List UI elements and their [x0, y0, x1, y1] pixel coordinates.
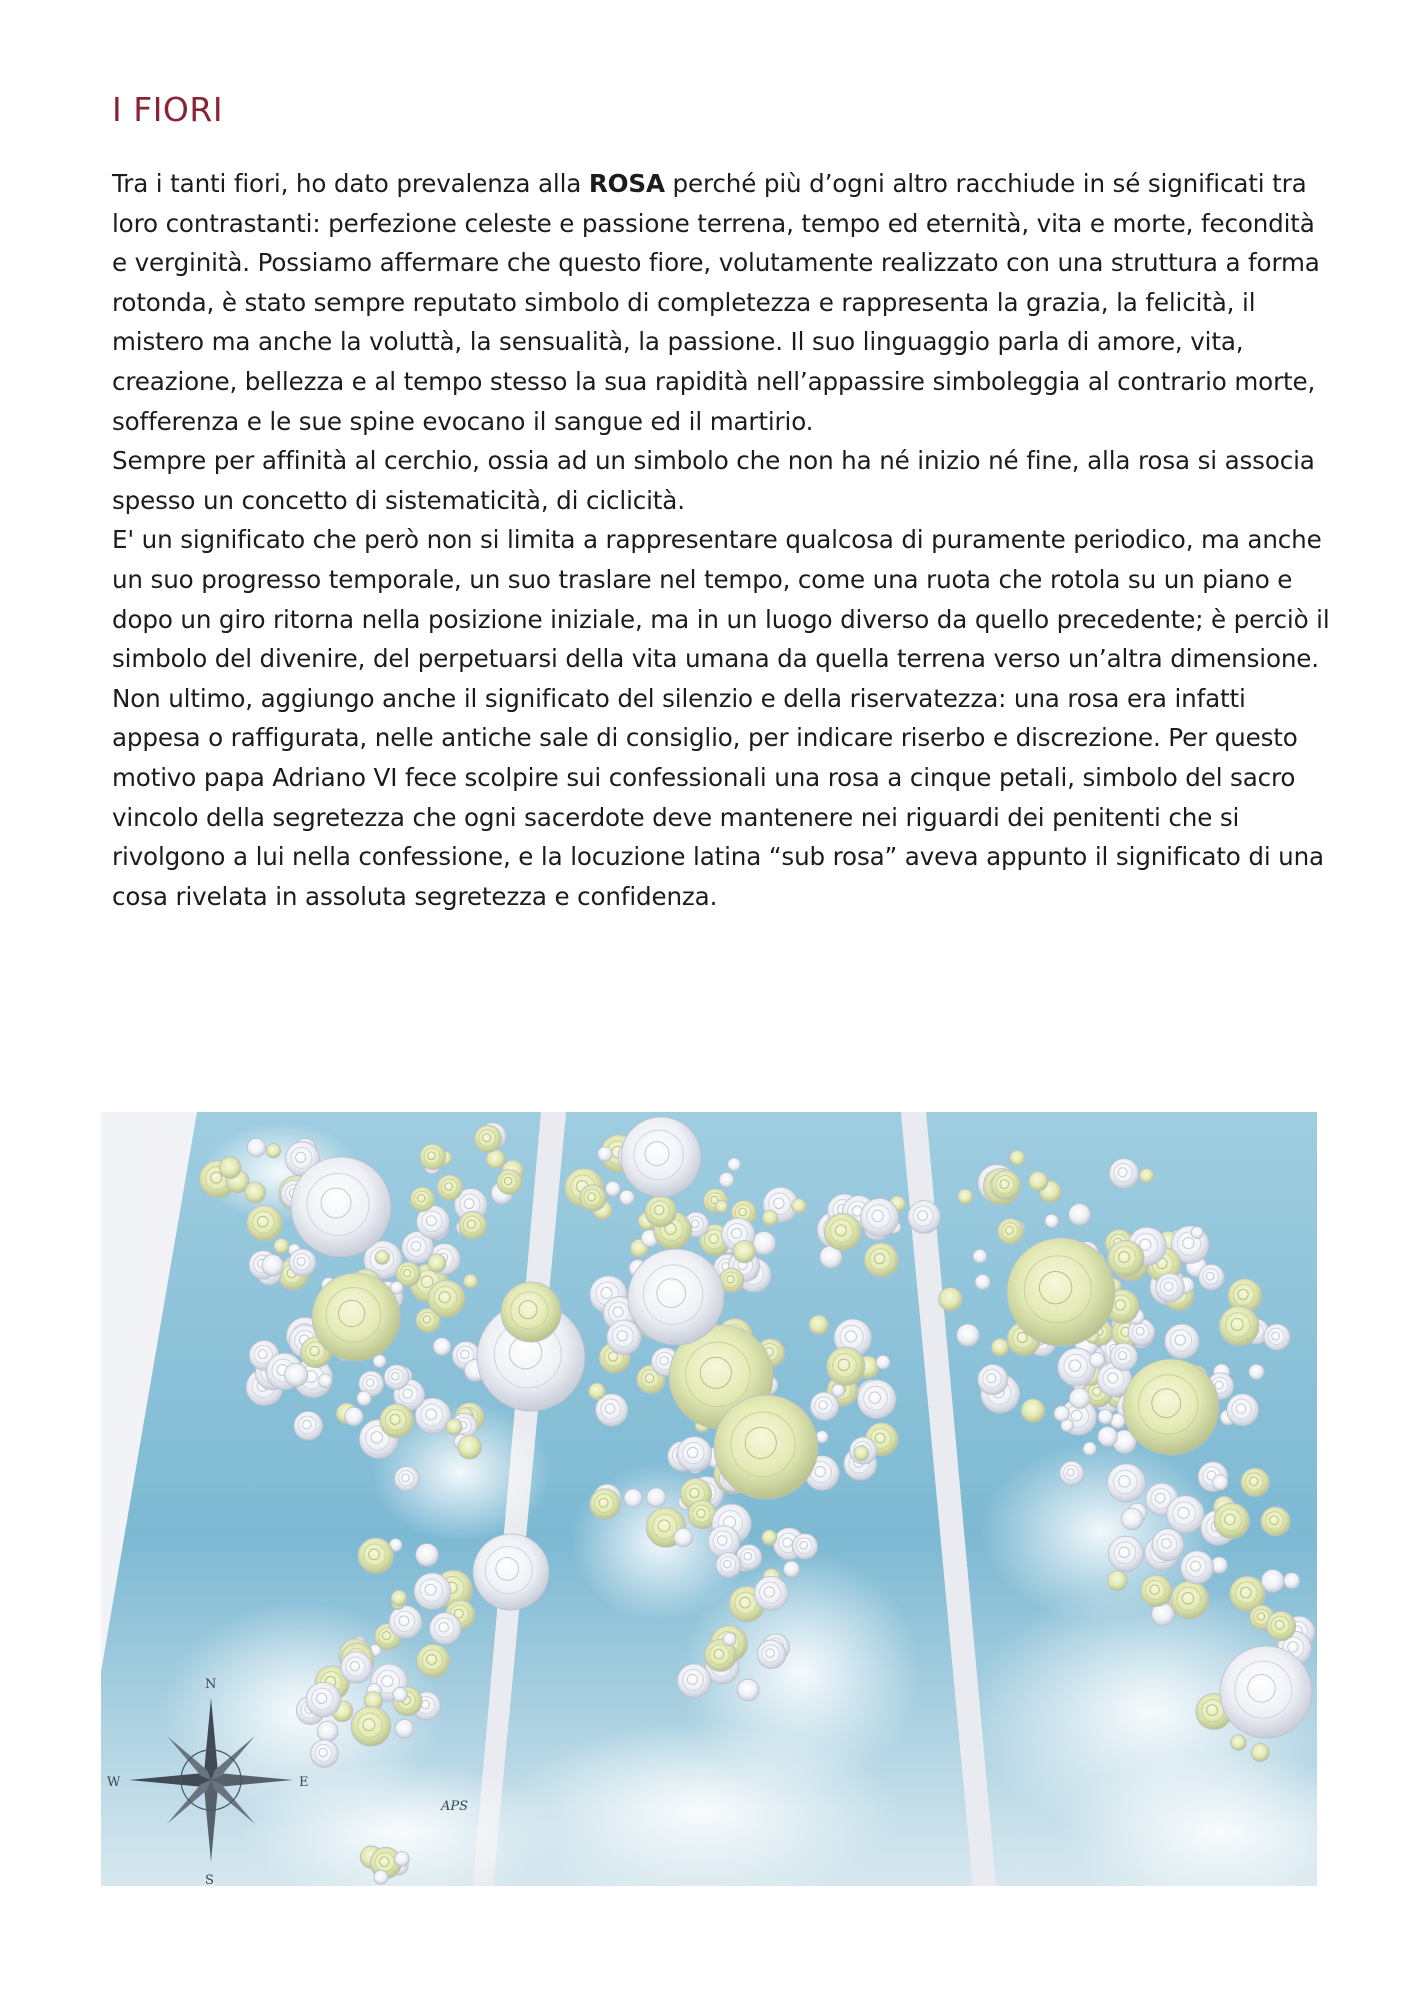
rose-icon	[619, 1190, 634, 1205]
rose-icon	[1156, 1273, 1185, 1302]
rose-icon	[1241, 1468, 1269, 1496]
rose-icon	[291, 1157, 391, 1257]
rose-icon	[394, 1466, 419, 1491]
rose-icon	[463, 1274, 477, 1288]
rose-icon	[358, 1538, 394, 1574]
rose-icon	[1054, 1406, 1069, 1421]
rose-icon	[1089, 1352, 1104, 1367]
rose-icon	[975, 1274, 990, 1289]
rose-icon	[605, 1181, 620, 1196]
rose-icon	[1264, 1324, 1290, 1350]
rose-icon	[341, 1652, 372, 1683]
rose-icon	[957, 1324, 979, 1346]
rose-icon	[459, 1211, 487, 1239]
compass-west-label: W	[107, 1775, 121, 1790]
rose-icon	[1069, 1204, 1091, 1226]
rose-icon	[854, 1446, 869, 1461]
rose-icon	[998, 1218, 1024, 1244]
rose-icon	[645, 1196, 676, 1227]
rose-icon	[497, 1170, 522, 1195]
rose-icon	[1029, 1172, 1048, 1191]
rose-icon	[792, 1199, 807, 1214]
rose-icon	[1010, 1150, 1025, 1165]
rose-icon	[864, 1243, 898, 1277]
rose-icon	[1231, 1735, 1247, 1751]
rose-icon	[414, 1573, 451, 1610]
rose-icon	[389, 1606, 422, 1639]
rose-icon	[1191, 1227, 1203, 1239]
rose-icon	[380, 1404, 414, 1438]
rose-icon	[939, 1287, 963, 1311]
rose-icon	[501, 1282, 561, 1342]
rose-icon	[716, 1553, 741, 1578]
rose-icon	[245, 1182, 266, 1203]
rose-icon	[1219, 1306, 1259, 1346]
rose-icon	[810, 1392, 838, 1420]
rose-icon	[1107, 1464, 1145, 1502]
rose-icon	[762, 1210, 777, 1225]
rose-icon	[428, 1254, 446, 1272]
rose-icon	[624, 1489, 642, 1507]
rose-icon	[1199, 1264, 1225, 1290]
rose-icon	[1098, 1409, 1113, 1424]
rose-icon	[311, 1740, 339, 1768]
rose-icon	[737, 1679, 759, 1701]
rose-icon	[284, 1363, 307, 1386]
rose-icon	[433, 1338, 451, 1356]
rose-icon	[1058, 1348, 1096, 1386]
intro-prefix: Tra i tanti fiori, ho dato prevalenza alla	[112, 169, 589, 198]
rose-icon	[319, 1374, 333, 1388]
rose-icon	[827, 1347, 865, 1385]
rose-icon	[590, 1489, 620, 1519]
rose-icon	[384, 1365, 409, 1390]
rose-icon	[393, 1687, 408, 1702]
rose-icon	[908, 1201, 941, 1234]
rose-icon	[809, 1315, 828, 1334]
rose-icon	[429, 1613, 461, 1645]
rose-icon	[312, 1273, 400, 1361]
rose-icon	[391, 1590, 407, 1606]
rose-icon	[1152, 1529, 1184, 1561]
rose-icon	[458, 1435, 482, 1459]
rose-icon	[1060, 1461, 1084, 1485]
rose-icon	[410, 1187, 434, 1211]
rose-icon	[1123, 1359, 1219, 1455]
rose-icon	[417, 1644, 450, 1677]
rose-icon	[861, 1198, 899, 1236]
rose-icon	[1109, 1159, 1139, 1189]
rose-icon	[1107, 1571, 1127, 1591]
rose-icon	[973, 1249, 987, 1263]
rose-icon	[1249, 1364, 1264, 1379]
rose-icon	[289, 1249, 316, 1276]
rose-icon	[991, 1339, 1008, 1356]
rose-icon	[674, 1528, 693, 1547]
rose-icon	[351, 1706, 391, 1746]
rose-icon	[473, 1534, 549, 1610]
rose-icon	[733, 1240, 755, 1262]
rose-icon	[294, 1411, 323, 1440]
rose-icon	[416, 1543, 439, 1566]
rose-icon	[262, 1255, 283, 1276]
rose-icon	[589, 1383, 606, 1400]
rose-icon	[345, 1407, 364, 1426]
rose-icon	[607, 1320, 641, 1354]
compass-south-label: S	[205, 1873, 214, 1886]
rose-icon	[474, 1125, 501, 1152]
rose-icon	[1251, 1743, 1269, 1761]
rose-icon	[1021, 1399, 1045, 1423]
rose-icon	[762, 1530, 777, 1545]
paragraph-intro	[112, 164, 1332, 441]
rose-icon	[708, 1526, 740, 1558]
rose-icon	[375, 1250, 389, 1264]
body-text	[112, 164, 1332, 916]
rose-icon	[991, 1171, 1020, 1200]
rose-icon	[306, 1682, 341, 1717]
rose-icon	[1108, 1240, 1144, 1276]
compass-east-label: E	[299, 1775, 309, 1790]
rose-icon	[1108, 1536, 1143, 1571]
paragraph-silence: Non ultimo, aggiungo anche il significato del silenzio e della riservatezza: una rosa era infatti appesa o raffigurata, nelle antiche sale di consiglio, per indicare riserbo e discrezione. Per questo motivo papa Adriano VI fece scolpire sui confessionali una rosa a cinque petali, simbolo del sacro vincolo della segretezza che ogni sacerdote deve mantenere nei riguardi dei penitenti che si rivolgono a lui nella confessione, e la locuzione latina “sub rosa” aveva appunto il significato di una cosa rivelata in assoluta segretezza e confidenza.	[112, 683, 1324, 911]
rose-icon	[1167, 1496, 1205, 1534]
artist-signature: APS	[441, 1799, 469, 1814]
rose-icon	[978, 1364, 1008, 1394]
rose-icon	[274, 1238, 289, 1253]
rose-icon	[266, 1144, 280, 1158]
rose-icon	[1181, 1551, 1214, 1584]
rose-icon	[219, 1157, 241, 1179]
rose-icon	[958, 1189, 973, 1204]
rose-icon	[1227, 1394, 1259, 1426]
rose-icon	[1220, 1646, 1312, 1738]
rose-icon	[792, 1534, 817, 1559]
rose-icon	[1110, 1343, 1137, 1370]
rose-icon	[1007, 1238, 1115, 1346]
paragraph-circle: Sempre per affinità al cerchio, ossia ad un simbolo che non ha né inizio né fine, alla rosa si associa spesso un concetto di sistematicità, di ciclicità.	[112, 446, 1315, 515]
rose-icon	[628, 1249, 724, 1345]
rose-icon	[1121, 1508, 1143, 1530]
rose-icon	[247, 1205, 283, 1241]
rose-icon	[428, 1280, 465, 1317]
rose-icon	[723, 1633, 736, 1646]
triptych-artwork	[101, 1112, 1317, 1886]
rose-icon	[1214, 1503, 1249, 1538]
rose-icon	[677, 1664, 711, 1698]
paragraph-meaning: E' un significato che però non si limita a rappresentare qualcosa di puramente periodico, ma anche un suo progresso temporale, un suo traslare nel tempo, come una ruota che rotola su un piano e dopo un giro ritorna nella posizione iniziale, ma in un luogo diverso da quello precedente; è perciò il simbolo del divenire, del perpetuarsi della vita umana da quella terrena verso un’altra dimensione.	[112, 525, 1330, 674]
rose-icon	[728, 1158, 741, 1171]
rose-icon	[1069, 1388, 1090, 1409]
rose-icon	[1266, 1611, 1295, 1640]
rose-icon	[754, 1576, 788, 1610]
rose-icon	[1139, 1169, 1154, 1184]
rose-icon	[1098, 1427, 1118, 1447]
rose-icon	[1284, 1573, 1300, 1589]
page-title: I FIORI	[112, 90, 224, 129]
rose-icon	[621, 1117, 701, 1197]
rose-icon	[1171, 1581, 1209, 1619]
rose-icon	[357, 1391, 372, 1406]
rose-icon	[395, 1719, 414, 1738]
rose-icon	[317, 1721, 338, 1742]
rosa-highlight: ROSA	[588, 169, 665, 198]
rose-icon	[1261, 1507, 1290, 1536]
rose-icon	[1083, 1442, 1096, 1455]
rose-icon	[1213, 1475, 1228, 1490]
rose-icon	[715, 1200, 728, 1213]
rose-icon	[580, 1185, 606, 1211]
rose-icon	[598, 1147, 613, 1162]
rose-icon	[1141, 1575, 1172, 1606]
intro-suffix: perché più d’ogni altro racchiude in sé significati tra loro contrastanti: perfezione celeste e passione terrena, tempo ed eternità, vita e morte, fecondità e verginità. Possiamo affermare che questo fiore, volutamente realizzato con una struttura a forma rotonda, è stato sempre reputato simbolo di completezza e rappresenta la grazia, la felicità, il mistero ma anche la voluttà, la sensualità, la passione. Il suo linguaggio parla di amore, vita, creazione, bellezza e al tempo stesso la sua rapidità nell’appassire simboleggia al contrario morte, sofferenza e le sue spine evocano il sangue ed il martirio.	[112, 169, 1320, 436]
rose-icon	[647, 1488, 666, 1507]
rose-icon	[437, 1175, 463, 1201]
rose-icon	[420, 1144, 446, 1170]
rose-icon	[374, 1870, 388, 1884]
rose-icon	[719, 1172, 734, 1187]
rose-icon	[757, 1640, 786, 1669]
rose-icon	[247, 1138, 265, 1156]
rose-icon	[857, 1380, 896, 1419]
rose-icon	[1165, 1324, 1200, 1359]
world-map-roses-photo	[101, 1112, 1317, 1886]
rose-icon	[876, 1355, 890, 1369]
rose-icon	[1261, 1570, 1284, 1593]
rose-icon	[395, 1852, 410, 1867]
rose-icon	[824, 1213, 861, 1250]
rose-icon	[677, 1437, 712, 1472]
rose-icon	[783, 1561, 799, 1577]
rose-icon	[446, 1419, 462, 1435]
rose-icon	[1045, 1214, 1059, 1228]
rose-icon	[714, 1395, 818, 1499]
compass-north-label: N	[205, 1677, 217, 1692]
